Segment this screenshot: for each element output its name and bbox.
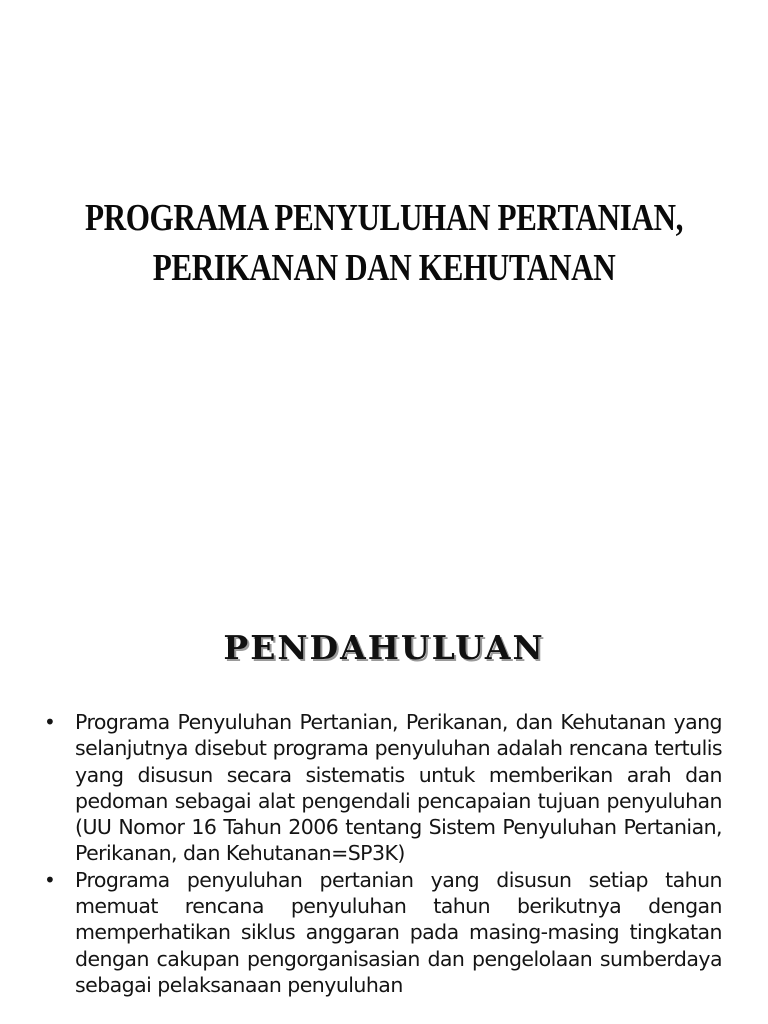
title-line-2: PERIKANAN DAN KEHUTANAN [152, 247, 616, 289]
bullet-icon: • [44, 867, 56, 892]
document-title [69, 193, 699, 293]
bullet-text-2: Programa penyuluhan pertanian yang disusun setiap tahun memuat rencana penyuluhan tahun berikutnya dengan memperhatikan siklus anggaran pada masing-masing tingkatan dengan cakupan pengorganisasian dan pengelolaan sumberdaya sebagai pelaksanaan penyuluhan [75, 867, 722, 997]
bullet-icon: • [44, 710, 56, 734]
bullet-item-2 [40, 867, 722, 998]
bullet-text-1: Programa Penyuluhan Pertanian, Perikanan, dan Kehutanan yang selanjutnya disebut programa penyuluhan adalah rencana tertulis yang disusun secara sistematis untuk memberikan arah dan pedoman sebagai alat pengendali pencapaian tujuan penyuluhan (UU Nomor 16 Tahun 2006 tentang Sistem Penyuluhan Pertanian, Perikanan, dan Kehutanan=SP3K) [75, 710, 722, 866]
bullet-list [40, 709, 722, 998]
bullet-item-1 [40, 709, 722, 867]
section-heading: PENDAHULUAN [223, 628, 545, 667]
title-line-1: PROGRAMA PENYULUHAN PERTANIAN, [85, 197, 683, 239]
